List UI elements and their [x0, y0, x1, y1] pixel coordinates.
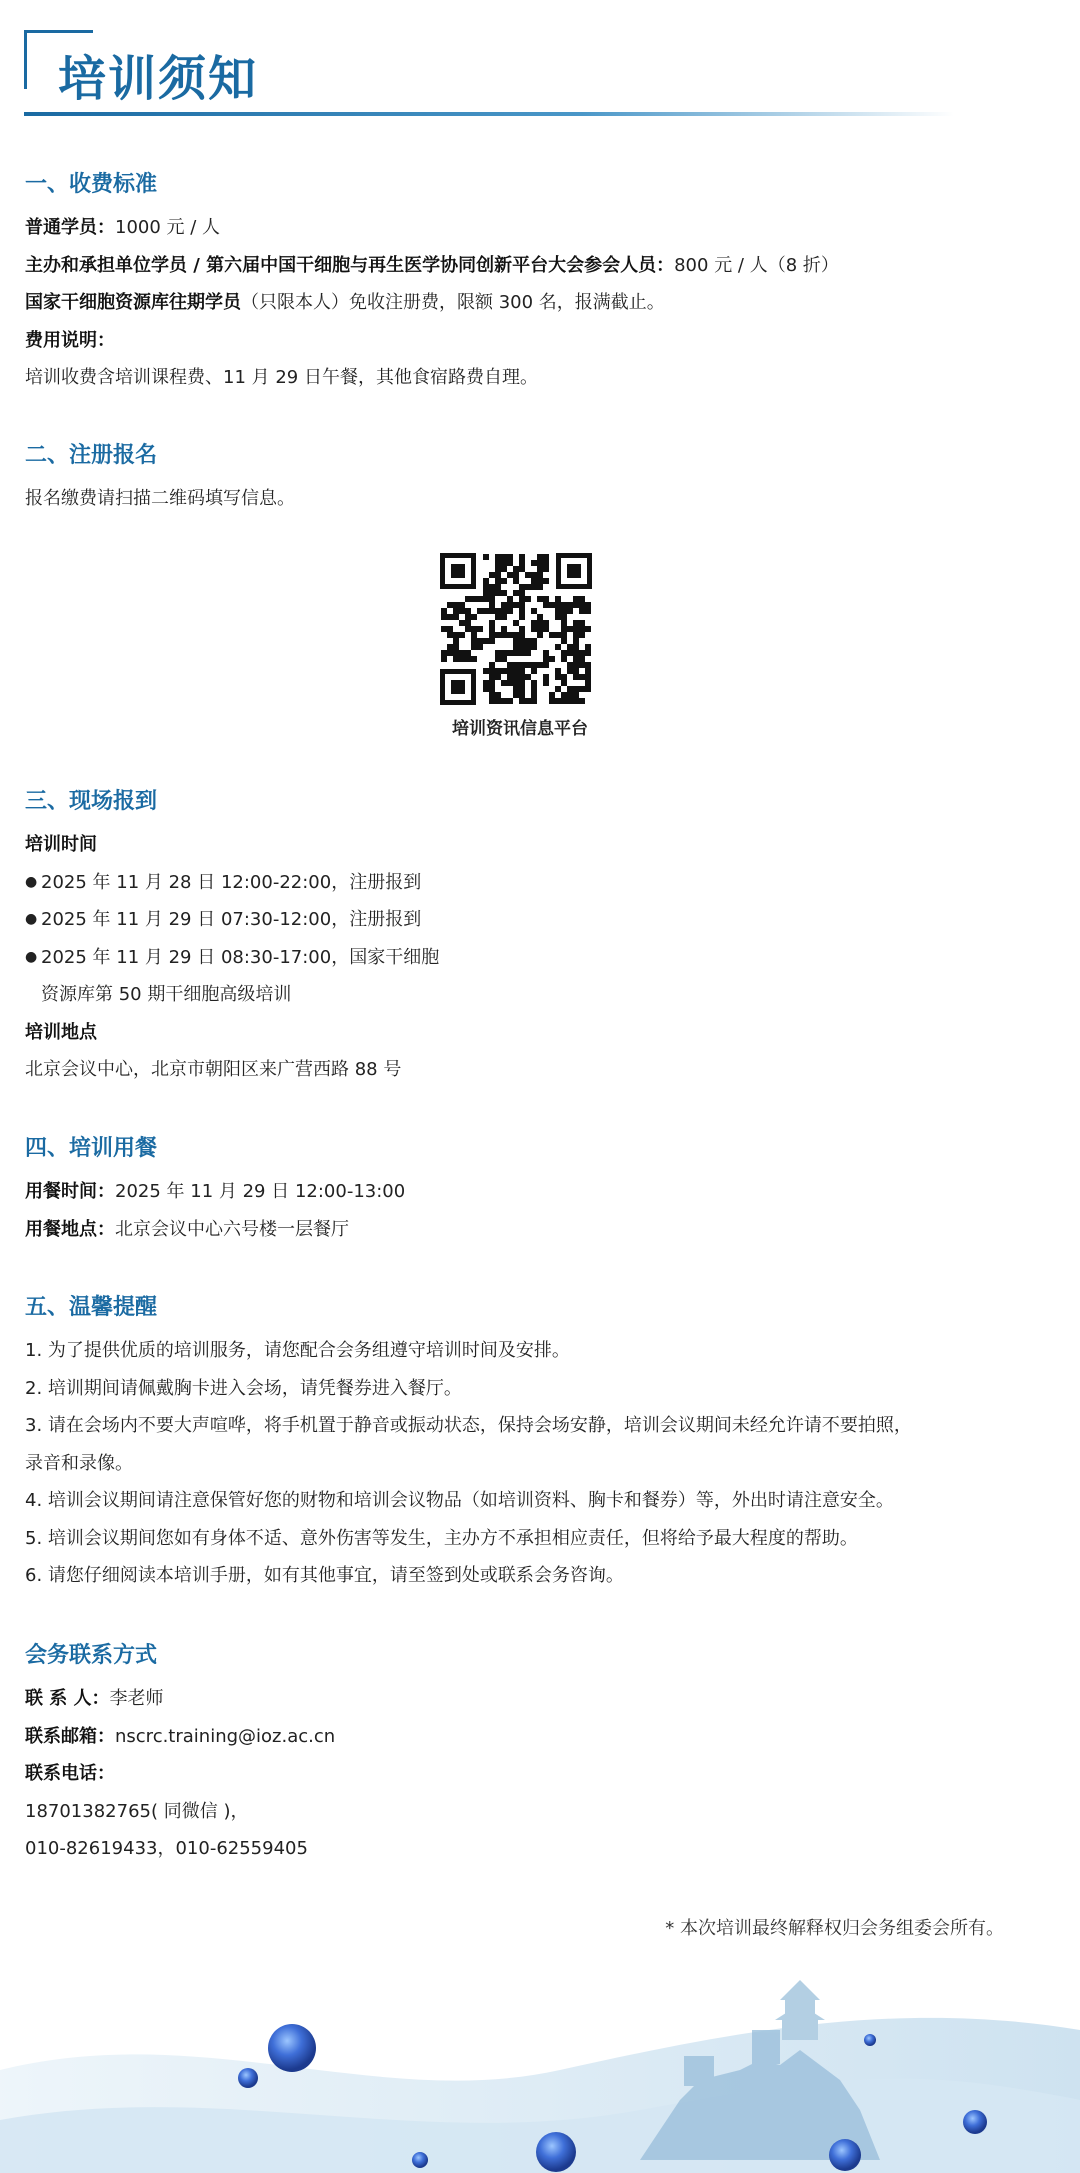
reminder-item: 6. 请您仔细阅读本培训手册，如有其他事宜，请至签到处或联系会务咨询。 — [25, 1565, 624, 1586]
qr-module — [579, 632, 585, 638]
fee-bank-value: （只限本人）免收注册费，限额 300 名，报满截止。 — [241, 292, 665, 313]
reminder-heading: 五、温馨提醒 — [25, 1295, 158, 1320]
fee-note-text: 培训收费含培训课程费、11 月 29 日午餐，其他食宿路费自理。 — [25, 367, 538, 388]
checkin-place-text: 北京会议中心，北京市朝阳区来广营西路 88 号 — [25, 1059, 402, 1080]
contact-person — [25, 1680, 1055, 1718]
fee-regular — [25, 209, 1055, 247]
qr-module — [549, 656, 555, 662]
qr-module — [531, 698, 537, 704]
bullet-dot: ● — [25, 948, 38, 965]
qr-module — [507, 608, 513, 614]
bullet-dot: ● — [25, 873, 38, 890]
qr-module — [471, 656, 477, 662]
contact-person-value: 李老师 — [109, 1688, 164, 1709]
qr-module — [489, 638, 495, 644]
qr-module — [507, 698, 513, 704]
qr-module — [459, 632, 465, 638]
qr-module — [543, 578, 549, 584]
qr-module — [501, 578, 507, 584]
fee-regular-label: 普通学员： — [25, 217, 115, 238]
qr-module — [537, 632, 543, 638]
contact-email-label: 联系邮箱： — [25, 1725, 115, 1747]
footnote: * 本次培训最终解释权归会务组委会所有。 — [665, 1918, 1004, 1939]
qr-module — [477, 644, 483, 650]
title-underline — [24, 112, 954, 116]
reminder-item: 3. 请在会场内不要大声喧哗，将手机置于静音或振动状态，保持会场安静，培训会议期间未经允许请不要拍照， — [25, 1415, 912, 1436]
qr-code-image[interactable] — [440, 553, 592, 705]
qr-module — [585, 686, 591, 692]
meal-place-label: 用餐地点： — [25, 1218, 115, 1240]
meal-time — [25, 1173, 1055, 1211]
register-heading: 二、注册报名 — [25, 443, 158, 468]
checkin-bullet — [25, 901, 1055, 939]
qr-module — [531, 644, 537, 650]
molecule-orb — [963, 2110, 987, 2134]
qr-module — [477, 626, 483, 632]
register-section — [25, 438, 1055, 518]
fee-org-label: 主办和承担单位学员 / 第六届中国干细胞与再生医学协同创新平台大会参会人员： — [25, 254, 675, 276]
qr-caption: 培训资讯信息平台 — [452, 719, 588, 739]
meal-heading: 四、培训用餐 — [25, 1136, 158, 1161]
contact-phone-line[interactable]: 010-82619433，010-62559405 — [25, 1838, 308, 1859]
checkin-bullet-text: 2025 年 11 月 29 日 08:30-17:00，国家干细胞 — [41, 946, 440, 968]
qr-module — [525, 596, 531, 602]
qr-module — [579, 698, 585, 704]
contact-phone-line[interactable]: 18701382765( 同微信 )， — [25, 1800, 249, 1822]
checkin-bullet-text: 2025 年 11 月 29 日 07:30-12:00，注册报到 — [41, 909, 422, 930]
meal-place — [25, 1211, 1055, 1249]
footer-decoration — [0, 1960, 1080, 2173]
fee-note-label: 费用说明： — [25, 329, 115, 351]
checkin-place-label: 培训地点 — [25, 1021, 97, 1043]
checkin-heading: 三、现场报到 — [25, 789, 158, 814]
meal-time-value: 2025 年 11 月 29 日 12:00-13:00 — [115, 1181, 406, 1202]
reminder-section — [25, 1290, 1055, 1595]
fees-section — [25, 167, 1055, 397]
fee-bank-label: 国家干细胞资源库往期学员 — [25, 292, 241, 313]
bullet-dot: ● — [25, 911, 38, 927]
reminder-item: 1. 为了提供优质的培训服务，请您配合会务组遵守培训时间及安排。 — [25, 1340, 570, 1361]
checkin-bullet — [25, 864, 1055, 902]
qr-finder-pattern — [440, 553, 476, 589]
qr-module — [585, 650, 591, 656]
qr-module — [567, 608, 573, 614]
checkin-time-label: 培训时间 — [25, 834, 97, 855]
temple-silhouette — [775, 1980, 825, 2040]
reminder-item: 2. 培训期间请佩戴胸卡进入会场，请凭餐券进入餐厅。 — [25, 1377, 462, 1399]
contact-phone-label: 联系电话： — [25, 1763, 115, 1784]
contact-section — [25, 1638, 1055, 1868]
molecule-orb — [864, 2034, 876, 2046]
qr-finder-pattern — [556, 553, 592, 589]
checkin-bullet-continuation: 资源库第 50 期干细胞高级培训 — [41, 984, 292, 1005]
molecule-orb — [829, 2139, 861, 2171]
qr-module — [519, 614, 525, 620]
reminder-item: 5. 培训会议期间您如有身体不适、意外伤害等发生，主办方不承担相应责任，但将给予最大程度的帮助。 — [25, 1527, 858, 1549]
molecule-orb — [536, 2132, 576, 2172]
fee-org — [25, 247, 1055, 285]
register-text: 报名缴费请扫描二维码填写信息。 — [25, 488, 295, 509]
qr-module — [441, 656, 447, 662]
qr-module — [483, 554, 489, 560]
reminder-item: 4. 培训会议期间请注意保管好您的财物和培训会议物品（如培训资料、胸卡和餐券）等，外出时请注意安全。 — [25, 1490, 894, 1511]
contact-email — [25, 1718, 1055, 1756]
qr-module — [543, 662, 549, 668]
fee-org-value: 800 元 / 人（8 折） — [674, 254, 839, 276]
qr-finder-pattern — [440, 669, 476, 705]
fee-regular-value: 1000 元 / 人 — [115, 217, 221, 238]
contact-person-label: 联 系 人： — [25, 1688, 110, 1709]
meal-section — [25, 1131, 1055, 1248]
qr-module — [585, 626, 591, 632]
qr-module — [501, 614, 507, 620]
qr-module — [471, 614, 477, 620]
checkin-bullet — [25, 939, 1055, 977]
contact-email-value[interactable]: nscrc.training@ioz.ac.cn — [115, 1725, 336, 1747]
qr-module — [543, 680, 549, 686]
checkin-bullet-text: 2025 年 11 月 28 日 12:00-22:00，注册报到 — [41, 871, 422, 893]
fees-heading: 一、收费标准 — [25, 172, 158, 197]
reminder-item: 录音和录像。 — [25, 1452, 133, 1474]
meal-time-label: 用餐时间： — [25, 1181, 115, 1202]
contact-heading: 会务联系方式 — [25, 1643, 158, 1668]
molecule-orb — [268, 2024, 316, 2072]
molecule-orb — [412, 2152, 428, 2168]
qr-code[interactable] — [440, 553, 592, 705]
footer-wave-illustration — [0, 1960, 1080, 2173]
molecule-orb — [238, 2068, 258, 2088]
qr-module — [543, 566, 549, 572]
qr-module — [525, 650, 531, 656]
qr-module — [585, 608, 591, 614]
qr-module — [537, 584, 543, 590]
meal-place-value: 北京会议中心六号楼一层餐厅 — [115, 1218, 349, 1240]
checkin-section — [25, 784, 1055, 1089]
page-title: 培训须知 — [58, 51, 259, 107]
qr-module — [531, 668, 537, 674]
fee-bank — [25, 284, 1055, 322]
